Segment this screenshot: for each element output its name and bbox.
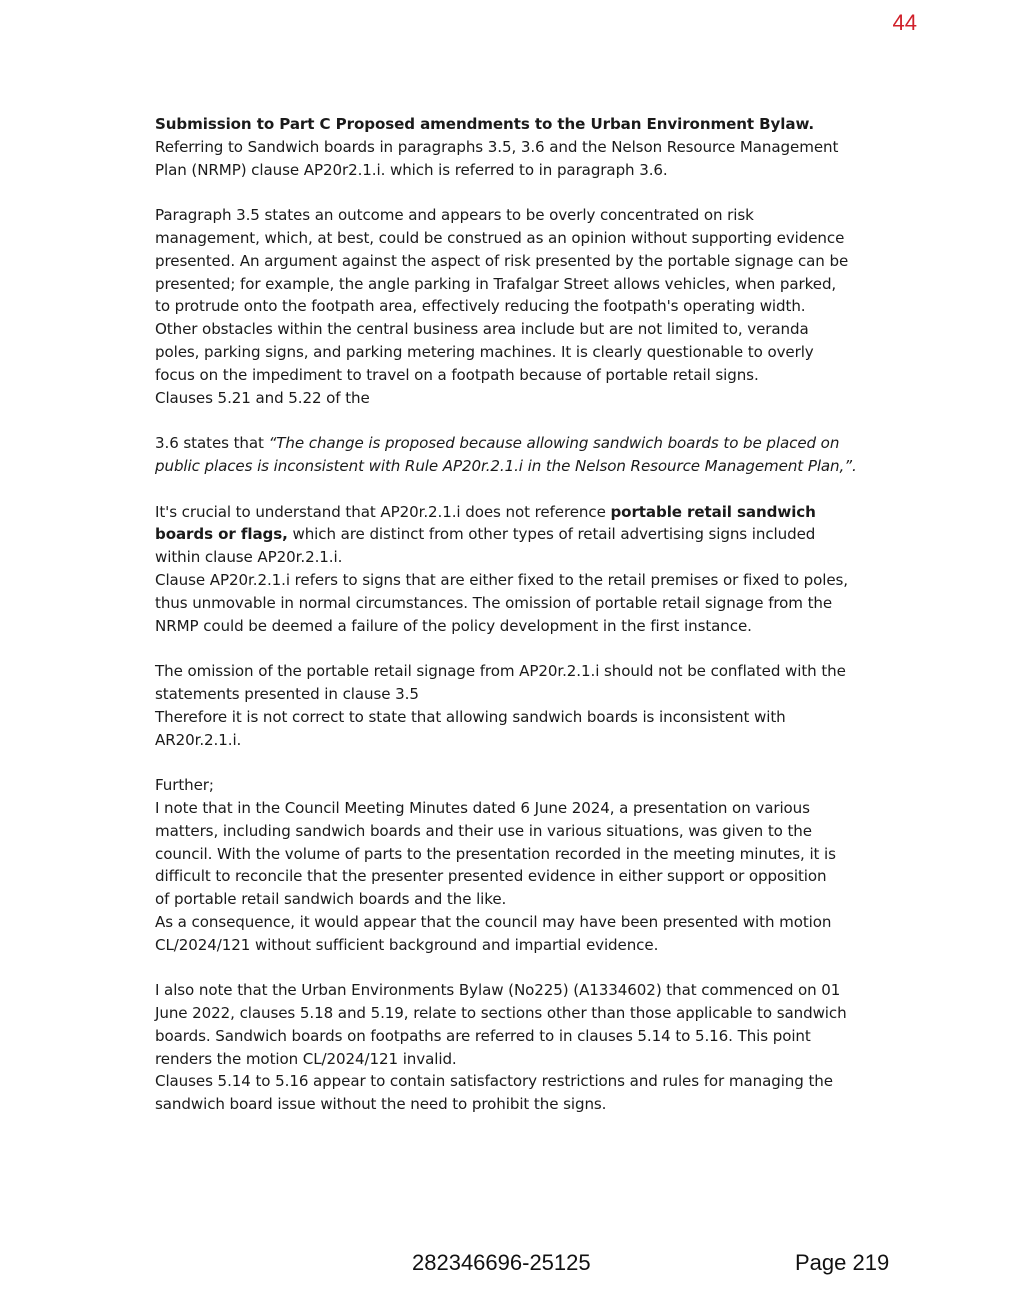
paragraph-line (155, 523, 875, 546)
paragraph-spacer (155, 181, 875, 204)
paragraph-line: NRMP could be deemed a failure of the policy development in the first instance. (155, 616, 752, 635)
paragraph-line: I also note that the Urban Environments Bylaw (No225) (A1334602) that commenced on 01 (155, 981, 841, 1000)
document-id: 282346696-25125 (412, 1250, 591, 1275)
paragraph-line: Referring to Sandwich boards in paragraphs 3.5, 3.6 and the Nelson Resource Management (155, 137, 839, 156)
quoted-text: “The change is proposed because allowing sandwich boards to be placed on (268, 434, 840, 453)
page-label: Page 219 (795, 1250, 890, 1275)
paragraph-line: council. With the volume of parts to the presentation recorded in the meeting minutes, it is (155, 844, 836, 863)
paragraph-spacer (155, 478, 875, 501)
paragraph-line: Paragraph 3.5 states an outcome and appears to be overly concentrated on risk (155, 206, 754, 225)
quote-intro: 3.6 states that (155, 434, 269, 453)
paragraph-line: I note that in the Council Meeting Minutes dated 6 June 2024, a presentation on various (155, 798, 810, 817)
page-number: 44 (892, 10, 917, 35)
paragraph-line: As a consequence, it would appear that the council may have been presented with motion (155, 912, 832, 931)
paragraph-line: Further; (155, 776, 214, 795)
paragraph-line: June 2022, clauses 5.18 and 5.19, relate to sections other than those applicable to sandwich (155, 1004, 847, 1023)
paragraph-line: presented. An argument against the aspect of risk presented by the portable signage can be (155, 251, 849, 270)
paragraph-line (155, 501, 875, 524)
paragraph-line: Clauses 5.21 and 5.22 of the (155, 388, 370, 407)
emphasis-text: portable retail sandwich (610, 502, 816, 521)
paragraph-spacer (155, 956, 875, 979)
paragraph-line: poles, parking signs, and parking metering machines. It is clearly questionable to overly (155, 342, 814, 361)
paragraph-line: statements presented in clause 3.5 (155, 684, 419, 703)
paragraph-line: boards. Sandwich boards on footpaths are referred to in clauses 5.14 to 5.16. This point (155, 1026, 811, 1045)
paragraph-line: renders the motion CL/2024/121 invalid. (155, 1049, 457, 1068)
paragraph-line: sandwich board issue without the need to prohibit the signs. (155, 1095, 607, 1114)
paragraph-line: of portable retail sandwich boards and the like. (155, 890, 507, 909)
paragraph-line: Therefore it is not correct to state that allowing sandwich boards is inconsistent with (155, 707, 786, 726)
paragraph-line: The omission of the portable retail signage from AP20r.2.1.i should not be conflated with the (155, 662, 846, 681)
paragraph-line: Plan (NRMP) clause AP20r2.1.i. which is referred to in paragraph 3.6. (155, 160, 668, 179)
paragraph-line: within clause AP20r.2.1.i. (155, 548, 343, 567)
quote-paragraph-line (155, 432, 875, 455)
paragraph-line: thus unmovable in normal circumstances. The omission of portable retail signage from the (155, 593, 833, 612)
paragraph-line: CL/2024/121 without sufficient background and impartial evidence. (155, 935, 659, 954)
submission-title: Submission to Part C Proposed amendments to the Urban Environment Bylaw. (155, 115, 814, 133)
paragraph-line: presented; for example, the angle parking in Trafalgar Street allows vehicles, when parked, (155, 274, 837, 293)
paragraph-line: Other obstacles within the central business area include but are not limited to, veranda (155, 320, 809, 339)
paragraph-line: Clause AP20r.2.1.i refers to signs that are either fixed to the retail premises or fixed to poles, (155, 570, 849, 589)
quoted-text: public places is inconsistent with Rule AP20r.2.1.i in the Nelson Resource Management Plan,”. (155, 456, 857, 475)
document-body (155, 113, 875, 1116)
paragraph-line: matters, including sandwich boards and their use in various situations, was given to the (155, 821, 812, 840)
paragraph-line: to protrude onto the footpath area, effectively reducing the footpath's operating width. (155, 297, 806, 316)
emphasis-text: boards or flags, (155, 525, 288, 544)
paragraph-line: AR20r.2.1.i. (155, 730, 242, 749)
paragraph-line: Clauses 5.14 to 5.16 appear to contain satisfactory restrictions and rules for managing the (155, 1072, 833, 1091)
paragraph-text: which are distinct from other types of retail advertising signs included (287, 525, 816, 544)
paragraph-text: It's crucial to understand that AP20r.2.1.i does not reference (155, 502, 611, 521)
paragraph-line: management, which, at best, could be construed as an opinion without supporting evidence (155, 228, 845, 247)
paragraph-spacer (155, 637, 875, 660)
paragraph-line: difficult to reconcile that the presenter presented evidence in either support or opposition (155, 867, 827, 886)
paragraph-line: focus on the impediment to travel on a footpath because of portable retail signs. (155, 365, 759, 384)
paragraph-spacer (155, 409, 875, 432)
paragraph-spacer (155, 751, 875, 774)
